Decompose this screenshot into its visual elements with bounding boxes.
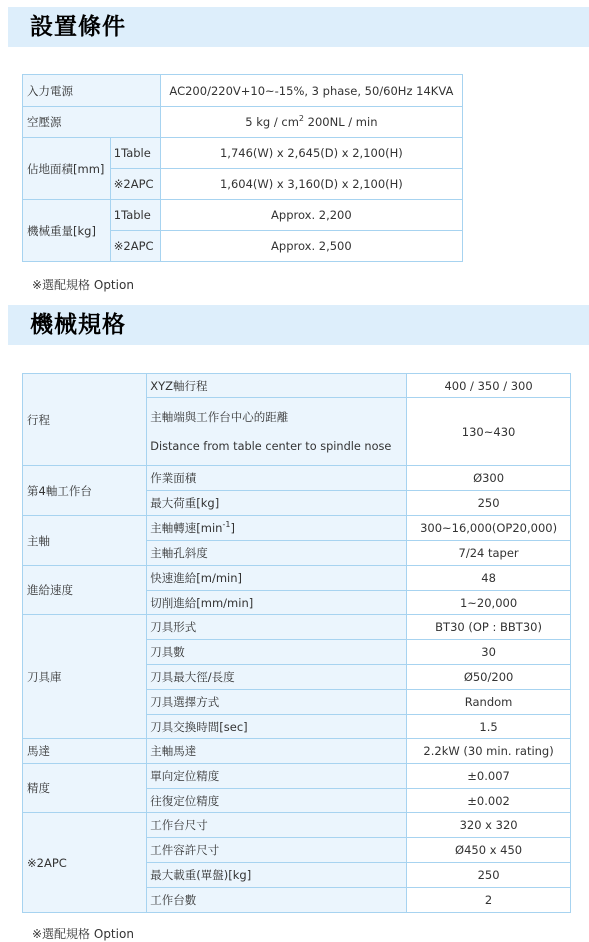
item-label: 往復定位精度 [147,789,407,813]
item-value: 30 [407,640,571,665]
item-label: 單向定位精度 [147,764,407,789]
row-label: 入力電源 [23,75,161,107]
item-value: 300~16,000(OP20,000) [407,516,571,541]
item-label-en: Distance from table center to spindle nose [150,439,392,453]
item-label: 工作台數 [147,888,407,913]
table-row [23,764,571,789]
label-text: 主軸轉速[min [150,521,223,535]
item-value: 48 [407,566,571,591]
group-label: 行程 [23,374,147,466]
value-text: 5 kg / cm [245,115,299,129]
item-label: 工作台尺寸 [147,813,407,838]
item-label: XYZ軸行程 [147,374,407,398]
item-value: Random [407,690,571,715]
table-row [23,75,463,107]
spec-section-title: 機械規格 [30,312,126,338]
table-row [23,466,571,491]
sub-label: 1Table [110,200,160,231]
item-value: Ø50/200 [407,665,571,690]
item-value: 400 / 350 / 300 [407,374,571,398]
table-row [23,813,571,838]
item-label: 刀具選擇方式 [147,690,407,715]
group-label: 機械重量[kg] [23,200,111,262]
item-label: 刀具最大徑/長度 [147,665,407,690]
item-value: 2 [407,888,571,913]
item-label: 快速進給[m/min] [147,566,407,591]
row-value: 1,746(W) x 2,645(D) x 2,100(H) [160,138,462,169]
group-label: 第4軸工作台 [23,466,147,516]
spec-section-header [8,305,589,345]
item-label: 最大荷重[kg] [147,491,407,516]
table-row [23,566,571,591]
group-label: 主軸 [23,516,147,566]
item-label [147,516,407,541]
item-value: 1.5 [407,715,571,739]
row-label: 空壓源 [23,107,161,138]
table-row [23,374,571,398]
item-value: 2.2kW (30 min. rating) [407,739,571,764]
install-table [22,74,463,262]
item-label: 刀具形式 [147,615,407,640]
spec-table [22,373,571,913]
table-row [23,516,571,541]
row-value: AC200/220V+10~-15%, 3 phase, 50/60Hz 14KVA [160,75,462,107]
item-value: Ø300 [407,466,571,491]
group-label: 佔地面積[mm] [23,138,111,200]
group-label: ※2APC [23,813,147,913]
item-label: 作業面積 [147,466,407,491]
table-row [23,107,463,138]
item-label: 切削進給[mm/min] [147,591,407,615]
item-value: BT30 (OP : BBT30) [407,615,571,640]
item-label: 最大載重(單盤)[kg] [147,863,407,888]
row-value [160,107,462,138]
install-section-header [8,7,589,47]
item-label: 刀具交換時間[sec] [147,715,407,739]
item-label [147,398,407,466]
install-section-title: 設置條件 [30,14,126,40]
item-value: 250 [407,491,571,516]
item-value: ±0.007 [407,764,571,789]
item-value: ±0.002 [407,789,571,813]
item-value: 7/24 taper [407,541,571,566]
row-value: 1,604(W) x 3,160(D) x 2,100(H) [160,169,462,200]
item-label: 工件容許尺寸 [147,838,407,863]
table-row [23,615,571,640]
item-label: 主軸馬達 [147,739,407,764]
value-text: 200NL / min [304,115,378,129]
item-value: 130~430 [407,398,571,466]
group-label: 精度 [23,764,147,813]
table-row [23,200,463,231]
item-label: 主軸孔斜度 [147,541,407,566]
group-label: 刀具庫 [23,615,147,739]
item-value: 250 [407,863,571,888]
table-row [23,138,463,169]
item-label: 刀具數 [147,640,407,665]
item-value: 1~20,000 [407,591,571,615]
sub-label: 1Table [110,138,160,169]
label-superscript: -1 [222,520,231,530]
item-value: Ø450 x 450 [407,838,571,863]
row-value: Approx. 2,500 [160,231,462,262]
item-value: 320 x 320 [407,813,571,838]
sub-label: ※2APC [110,169,160,200]
table-row [23,739,571,764]
spec-option-note: ※選配規格 Option [32,927,134,941]
value-superscript: 2 [298,114,304,124]
group-label: 馬達 [23,739,147,764]
group-label: 進給速度 [23,566,147,615]
label-text: ] [230,521,235,535]
item-label-zh: 主軸端與工作台中心的距離 [150,409,289,424]
install-option-note: ※選配規格 Option [32,278,134,292]
row-value: Approx. 2,200 [160,200,462,231]
sub-label: ※2APC [110,231,160,262]
